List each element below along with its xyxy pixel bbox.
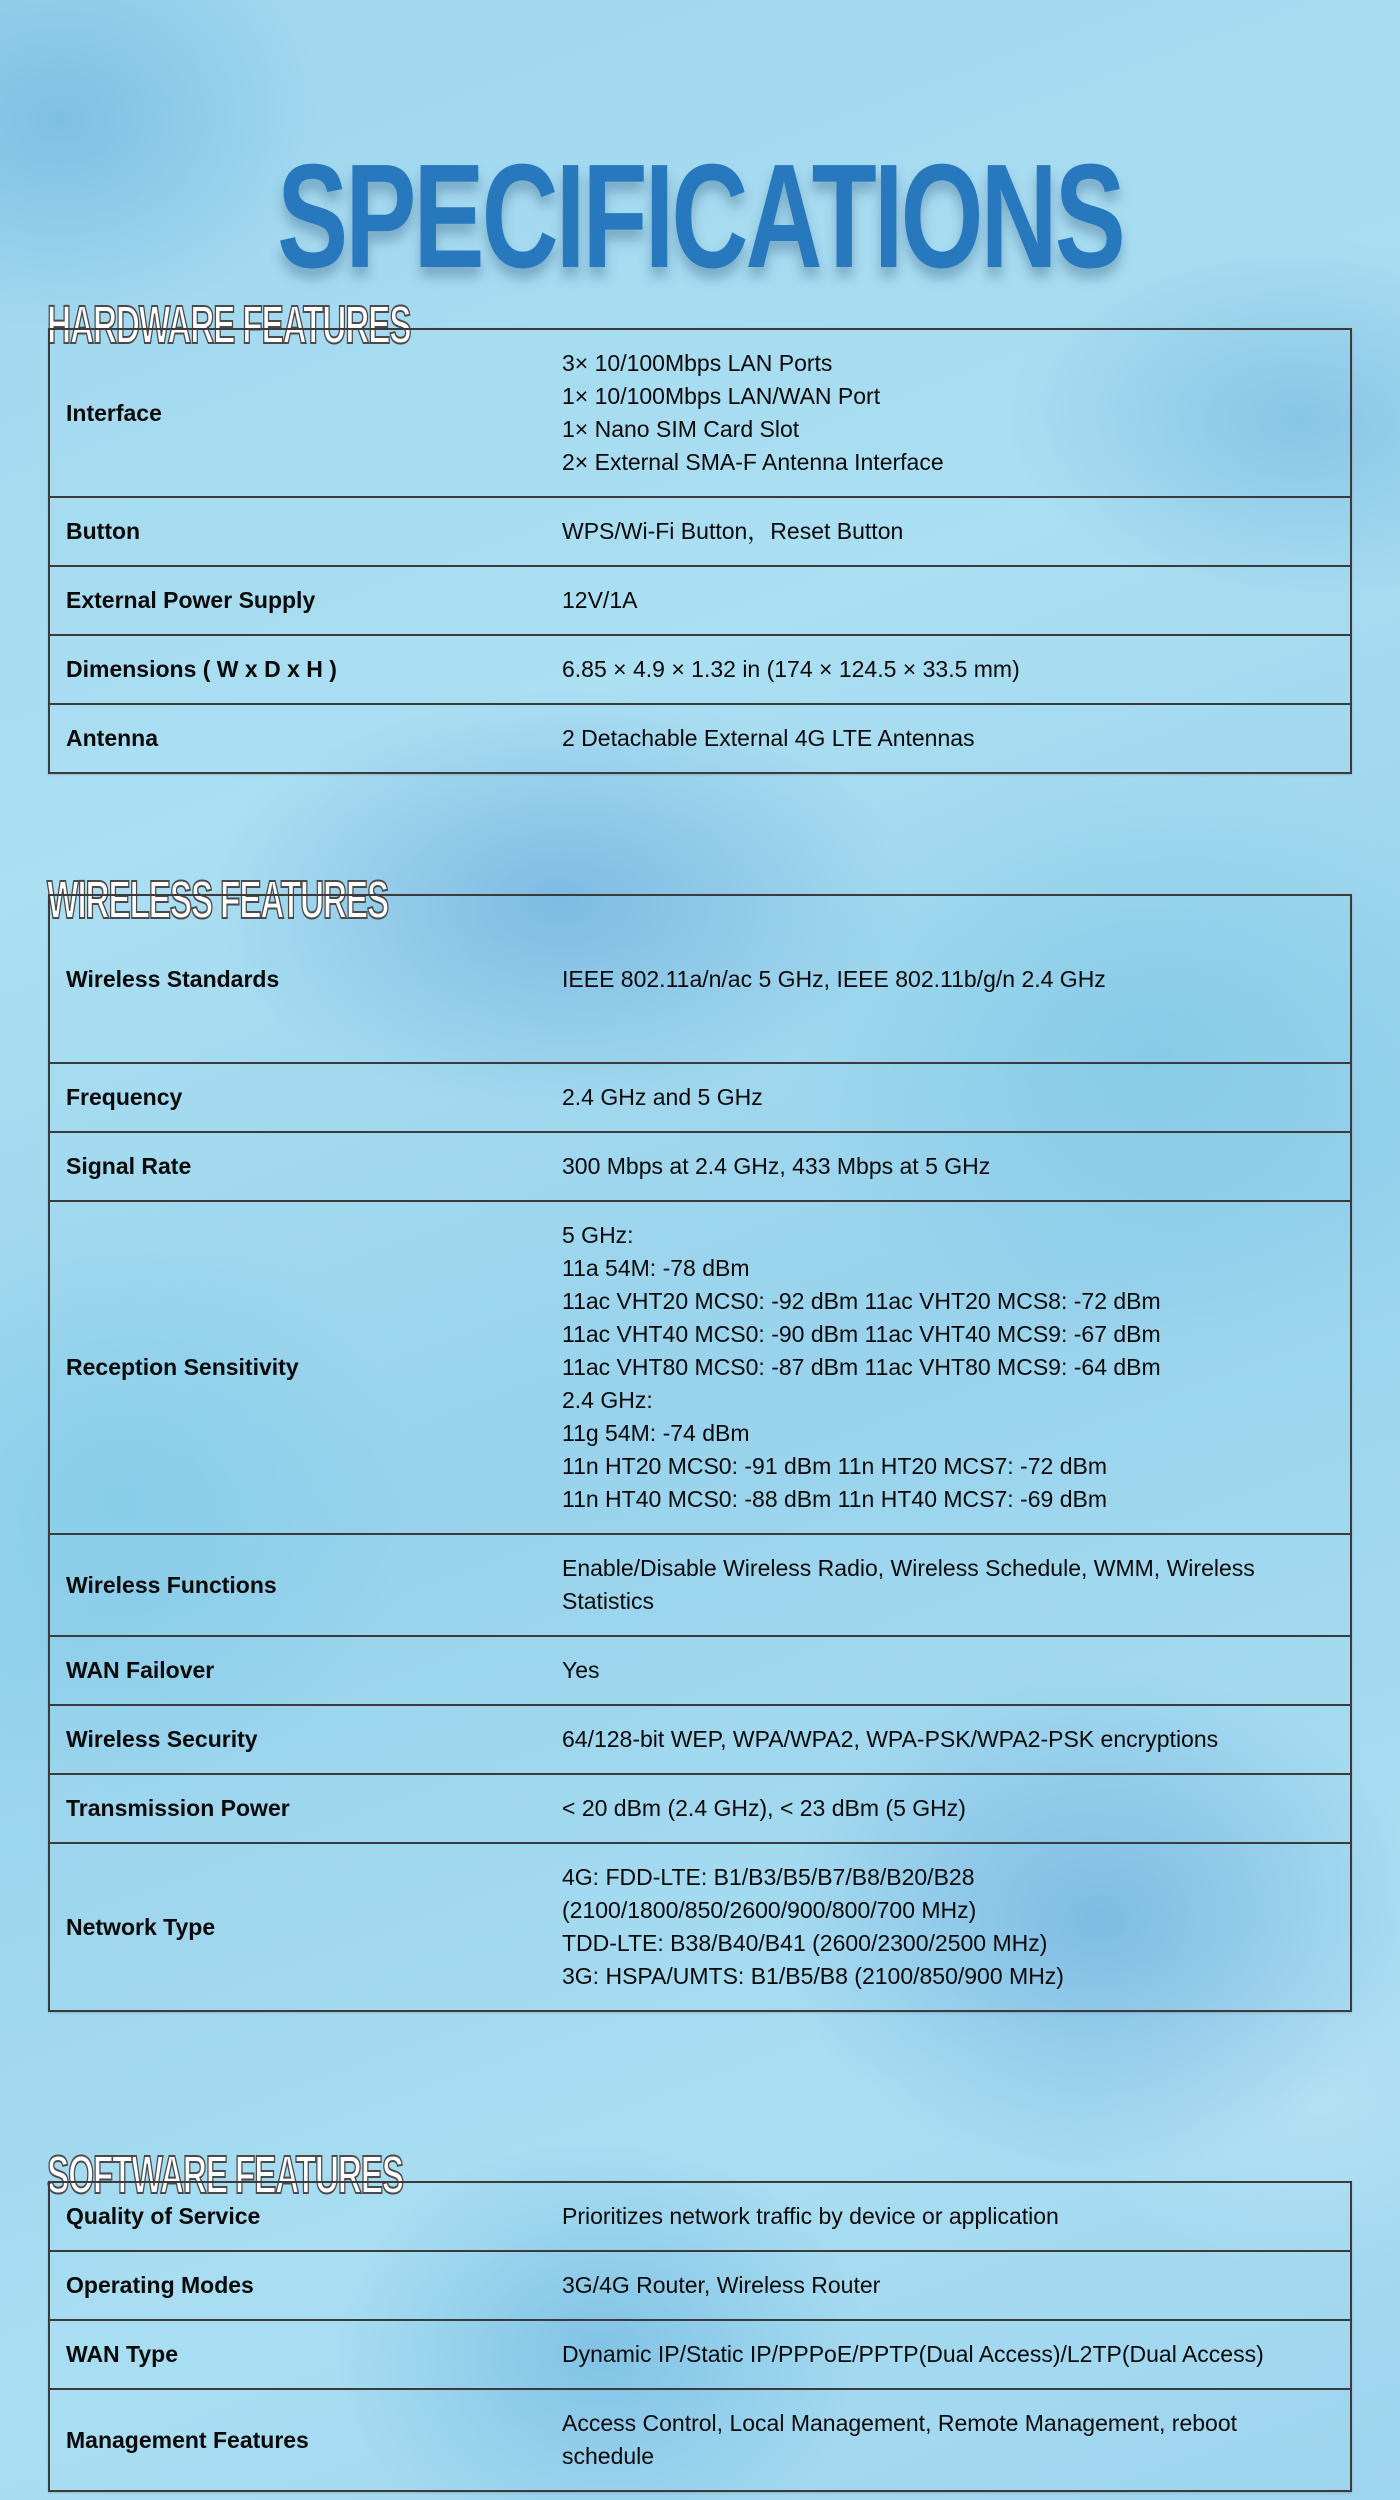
spec-value-line: (2100/1800/850/2600/900/800/700 MHz) — [562, 1897, 977, 1923]
spec-value — [562, 1705, 1351, 1774]
spec-value-line: Statistics — [562, 1588, 655, 1614]
spec-row-transmission-power — [49, 1774, 1351, 1843]
spec-value — [562, 2320, 1351, 2389]
spec-label: Frequency — [66, 1084, 183, 1110]
spec-value — [562, 497, 1351, 566]
spec-value-line: Access Control, Local Management, Remote Management, reboot — [562, 2410, 1238, 2436]
spec-value-line: 2.4 GHz: — [562, 1387, 653, 1413]
spec-label: Management Features — [66, 2426, 309, 2453]
spec-value-line: 3G: HSPA/UMTS: B1/B5/B8 (2100/850/900 MHz) — [562, 1963, 1064, 1989]
spec-label: Button — [66, 518, 141, 544]
spec-value-line: 4G: FDD-LTE: B1/B3/B5/B7/B8/B20/B28 — [562, 1864, 975, 1890]
spec-row-management-features — [49, 2389, 1351, 2491]
spec-value-line: 1× 10/100Mbps LAN/WAN Port — [562, 383, 881, 409]
spec-label: Wireless Standards — [66, 965, 280, 992]
spec-value — [562, 329, 1351, 497]
spec-label: Network Type — [66, 1913, 216, 1940]
spec-label: Antenna — [66, 725, 158, 751]
spec-row-power-supply — [49, 566, 1351, 635]
spec-value-line: 11ac VHT80 MCS0: -87 dBm 11ac VHT80 MCS9: -64 dBm — [562, 1354, 1161, 1380]
software-spec-table — [48, 2181, 1352, 2492]
spec-value — [562, 1843, 1351, 2011]
section-heading-hardware: HARDWARE FEATURES — [47, 294, 411, 355]
spec-value — [562, 2251, 1351, 2320]
spec-row-wireless-security — [49, 1705, 1351, 1774]
spec-label: Dimensions ( W x D x H ) — [66, 656, 337, 682]
section-heading-software: SOFTWARE FEATURES — [47, 2144, 403, 2205]
spec-value-line: 1× Nano SIM Card Slot — [562, 416, 800, 442]
spec-label: WAN Failover — [66, 1657, 215, 1683]
spec-value-line: 11ac VHT20 MCS0: -92 dBm 11ac VHT20 MCS8: -72 dBm — [562, 1288, 1161, 1314]
spec-value-line: 6.85 × 4.9 × 1.32 in (174 × 124.5 × 33.5 mm) — [562, 656, 1020, 682]
spec-label: Signal Rate — [66, 1153, 192, 1179]
spec-value-line: 3× 10/100Mbps LAN Ports — [562, 350, 833, 376]
spec-value — [562, 1063, 1351, 1132]
spec-value — [562, 2389, 1351, 2491]
spec-row-wireless-standards — [49, 895, 1351, 1063]
spec-value — [562, 1534, 1351, 1636]
spec-value-line: Yes — [562, 1657, 600, 1683]
spec-value-line: < 20 dBm (2.4 GHz), < 23 dBm (5 GHz) — [562, 1795, 966, 1821]
spec-value-line: 2.4 GHz and 5 GHz — [562, 1084, 763, 1110]
spec-label: WAN Type — [66, 2341, 179, 2367]
spec-value — [562, 1132, 1351, 1201]
spec-label: Reception Sensitivity — [66, 1354, 299, 1380]
spec-row-operating-modes — [49, 2251, 1351, 2320]
spec-row-frequency — [49, 1063, 1351, 1132]
spec-value-line: Enable/Disable Wireless Radio, Wireless Schedule, WMM, Wireless — [562, 1555, 1255, 1581]
spec-row-qos — [49, 2182, 1351, 2251]
spec-row-wan-failover — [49, 1636, 1351, 1705]
spec-row-wan-type — [49, 2320, 1351, 2389]
spec-value-line: 5 GHz: — [562, 1222, 634, 1248]
spec-label: Quality of Service — [66, 2203, 261, 2229]
spec-value — [562, 1636, 1351, 1705]
spec-value-line: 12V/1A — [562, 587, 638, 613]
spec-label: Wireless Security — [66, 1726, 258, 1752]
wireless-spec-table — [48, 894, 1352, 2012]
page-title: SPECIFICATIONS — [277, 134, 1123, 300]
spec-value-line: Dynamic IP/Static IP/PPPoE/PPTP(Dual Access)/L2TP(Dual Access) — [562, 2341, 1264, 2367]
spec-value-line: 11g 54M: -74 dBm — [562, 1420, 750, 1446]
spec-value-line: 11n HT20 MCS0: -91 dBm 11n HT20 MCS7: -72 dBm — [562, 1453, 1107, 1479]
spec-value-line: 64/128-bit WEP, WPA/WPA2, WPA-PSK/WPA2-PSK encryptions — [562, 1726, 1219, 1752]
spec-value-line: 11n HT40 MCS0: -88 dBm 11n HT40 MCS7: -69 dBm — [562, 1486, 1107, 1512]
spec-value-line: TDD-LTE: B38/B40/B41 (2600/2300/2500 MHz) — [562, 1930, 1048, 1956]
spec-value — [562, 2182, 1351, 2251]
spec-value — [562, 895, 1351, 1063]
spec-row-signal-rate — [49, 1132, 1351, 1201]
spec-row-interface — [49, 329, 1351, 497]
spec-value-line: schedule — [562, 2443, 655, 2469]
spec-value-line: Prioritizes network traffic by device or application — [562, 2203, 1059, 2229]
spec-value-line: 11a 54M: -78 dBm — [562, 1255, 750, 1281]
spec-value — [562, 1774, 1351, 1843]
spec-value — [562, 1201, 1351, 1534]
spec-label: Transmission Power — [66, 1795, 290, 1821]
spec-value-line: 11ac VHT40 MCS0: -90 dBm 11ac VHT40 MCS9: -67 dBm — [562, 1321, 1161, 1347]
spec-value — [562, 704, 1351, 773]
spec-label: Interface — [66, 399, 162, 426]
spec-row-button — [49, 497, 1351, 566]
spec-value-line: 2 Detachable External 4G LTE Antennas — [562, 725, 975, 751]
hardware-spec-table — [48, 328, 1352, 774]
section-heading-wireless: WIRELESS FEATURES — [47, 869, 389, 930]
spec-value-line: IEEE 802.11a/n/ac 5 GHz, IEEE 802.11b/g/n 2.4 GHz — [562, 965, 1106, 992]
spec-row-network-type — [49, 1843, 1351, 2011]
spec-value — [562, 566, 1351, 635]
spec-label: External Power Supply — [66, 587, 316, 613]
spec-value-line: 2× External SMA-F Antenna Interface — [562, 449, 944, 475]
spec-value — [562, 635, 1351, 704]
spec-row-wireless-functions — [49, 1534, 1351, 1636]
spec-label: Wireless Functions — [66, 1571, 277, 1598]
spec-value-line: 300 Mbps at 2.4 GHz, 433 Mbps at 5 GHz — [562, 1153, 991, 1179]
spec-value-line: WPS/Wi-Fi Button，Reset Button — [562, 518, 904, 544]
spec-value-line: 3G/4G Router, Wireless Router — [562, 2272, 881, 2298]
spec-row-reception-sensitivity — [49, 1201, 1351, 1534]
spec-label: Operating Modes — [66, 2272, 254, 2298]
spec-row-dimensions — [49, 635, 1351, 704]
spec-row-antenna — [49, 704, 1351, 773]
